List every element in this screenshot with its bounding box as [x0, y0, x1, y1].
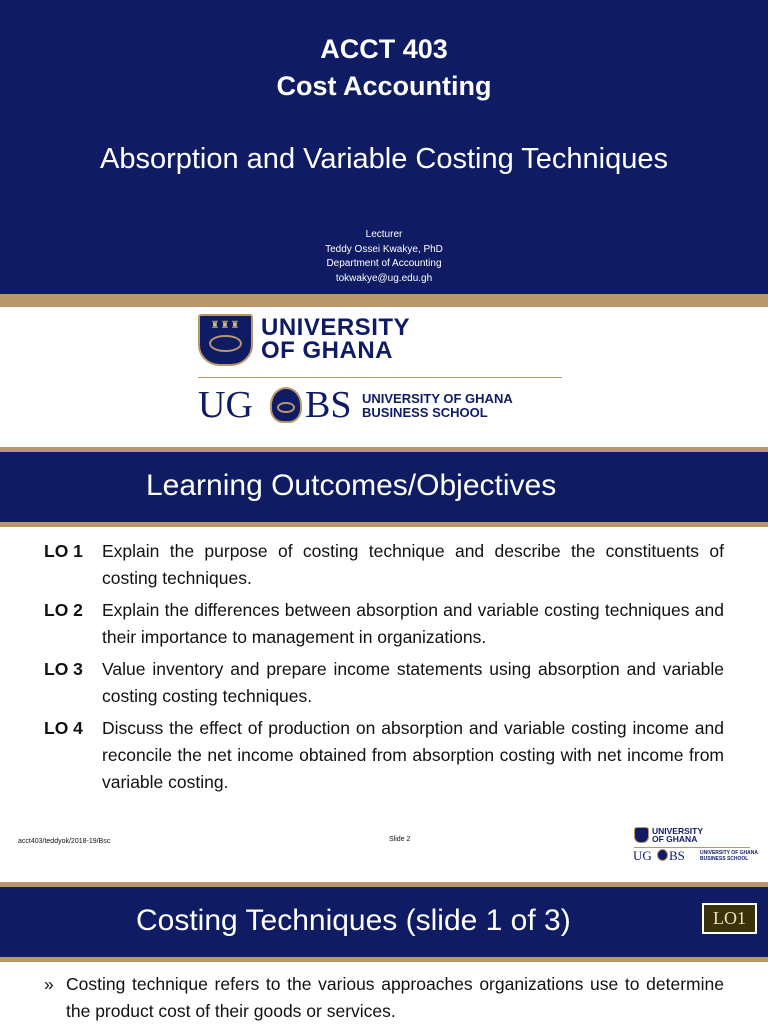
logo-divider [198, 377, 562, 378]
lecture-topic: Absorption and Variable Costing Techniques [99, 143, 669, 175]
outcome-text: Discuss the effect of production on absorption and variable costing income and reconcile the net income obtained from absorption costing with net income from variable costing. [102, 718, 724, 792]
stool-icon: ♜♜♜ [210, 319, 241, 331]
learning-outcome-badge [702, 903, 757, 934]
slide-footer-reference: acct403/teddyok/2018-19/Bsc [18, 838, 111, 845]
lecturer-label: Lecturer [365, 229, 403, 240]
slide-number: Slide 2 [389, 836, 411, 843]
slide-title-bar [0, 452, 768, 522]
course-name: Cost Accounting [276, 71, 492, 101]
mini-university-crest-icon [634, 827, 649, 843]
lecturer-email: tokwakye@ug.edu.gh [335, 272, 433, 284]
mini-business-school-wordmark [700, 851, 758, 862]
mini-ugbs-crest-icon [657, 849, 668, 861]
wordmark-line-2: OF GHANA [261, 337, 393, 364]
slide-title: Costing Techniques (slide 1 of 3) [136, 904, 571, 937]
wordmark-line-1: UNIVERSITY [261, 314, 411, 341]
mini-wordmark-line-2: OF GHANA [652, 834, 698, 844]
bullet-text: Costing technique refers to the various approaches organizations use to determine the product cost of their goods or services. [66, 974, 724, 1021]
mini-school-line-1: UNIVERSITY OF GHANA [700, 850, 758, 856]
school-line-2: BUSINESS SCHOOL [362, 404, 488, 420]
title-slide-header [0, 0, 768, 294]
outcome-text: Value inventory and prepare income statements using absorption and variable costing costing techniques. [102, 659, 724, 706]
lecturer-name: Teddy Ossei Kwakye, PhD [325, 243, 443, 255]
mini-wordmark-line-1: UNIVERSITY [652, 826, 704, 836]
outcome-label: LO 4 [44, 718, 83, 738]
bullet-marker: » [44, 974, 54, 994]
outcome-text: Explain the differences between absorption and variable costing techniques and their importance to management in organizations. [102, 600, 724, 647]
outcome-text: Explain the purpose of costing technique and describe the constituents of costing techniques. [102, 541, 724, 588]
course-code: ACCT 403 [320, 34, 448, 64]
ugbs-crest-emblem-icon [277, 402, 295, 414]
gold-divider [0, 522, 768, 527]
mini-university-wordmark [652, 827, 703, 843]
university-wordmark [261, 316, 410, 362]
business-school-wordmark [362, 392, 513, 419]
mini-ugbs-bs-letters: BS [669, 848, 685, 863]
lecturer-department: Department of Accounting [326, 258, 442, 269]
school-line-1: UNIVERSITY OF GHANA [362, 391, 513, 406]
outcome-label: LO 1 [44, 541, 83, 561]
mini-school-line-2: BUSINESS SCHOOL [700, 855, 749, 862]
gold-divider [0, 957, 768, 962]
outcome-label: LO 3 [44, 659, 83, 679]
lecturer-info [0, 228, 768, 286]
ugbs-bs-letters: BS [305, 384, 352, 426]
ugbs-crest-icon [270, 387, 302, 423]
gold-divider [0, 294, 768, 307]
badge-label: LO1 [704, 905, 755, 932]
mini-ugbs-ug-letters: UG [633, 848, 652, 863]
outcome-label: LO 2 [44, 600, 83, 620]
slide-title: Learning Outcomes/Objectives [146, 469, 557, 502]
slide-title-bar [0, 887, 768, 957]
university-crest-icon [198, 314, 253, 366]
crest-emblem-icon [209, 335, 242, 352]
ugbs-ug-letters: UG [198, 384, 253, 426]
